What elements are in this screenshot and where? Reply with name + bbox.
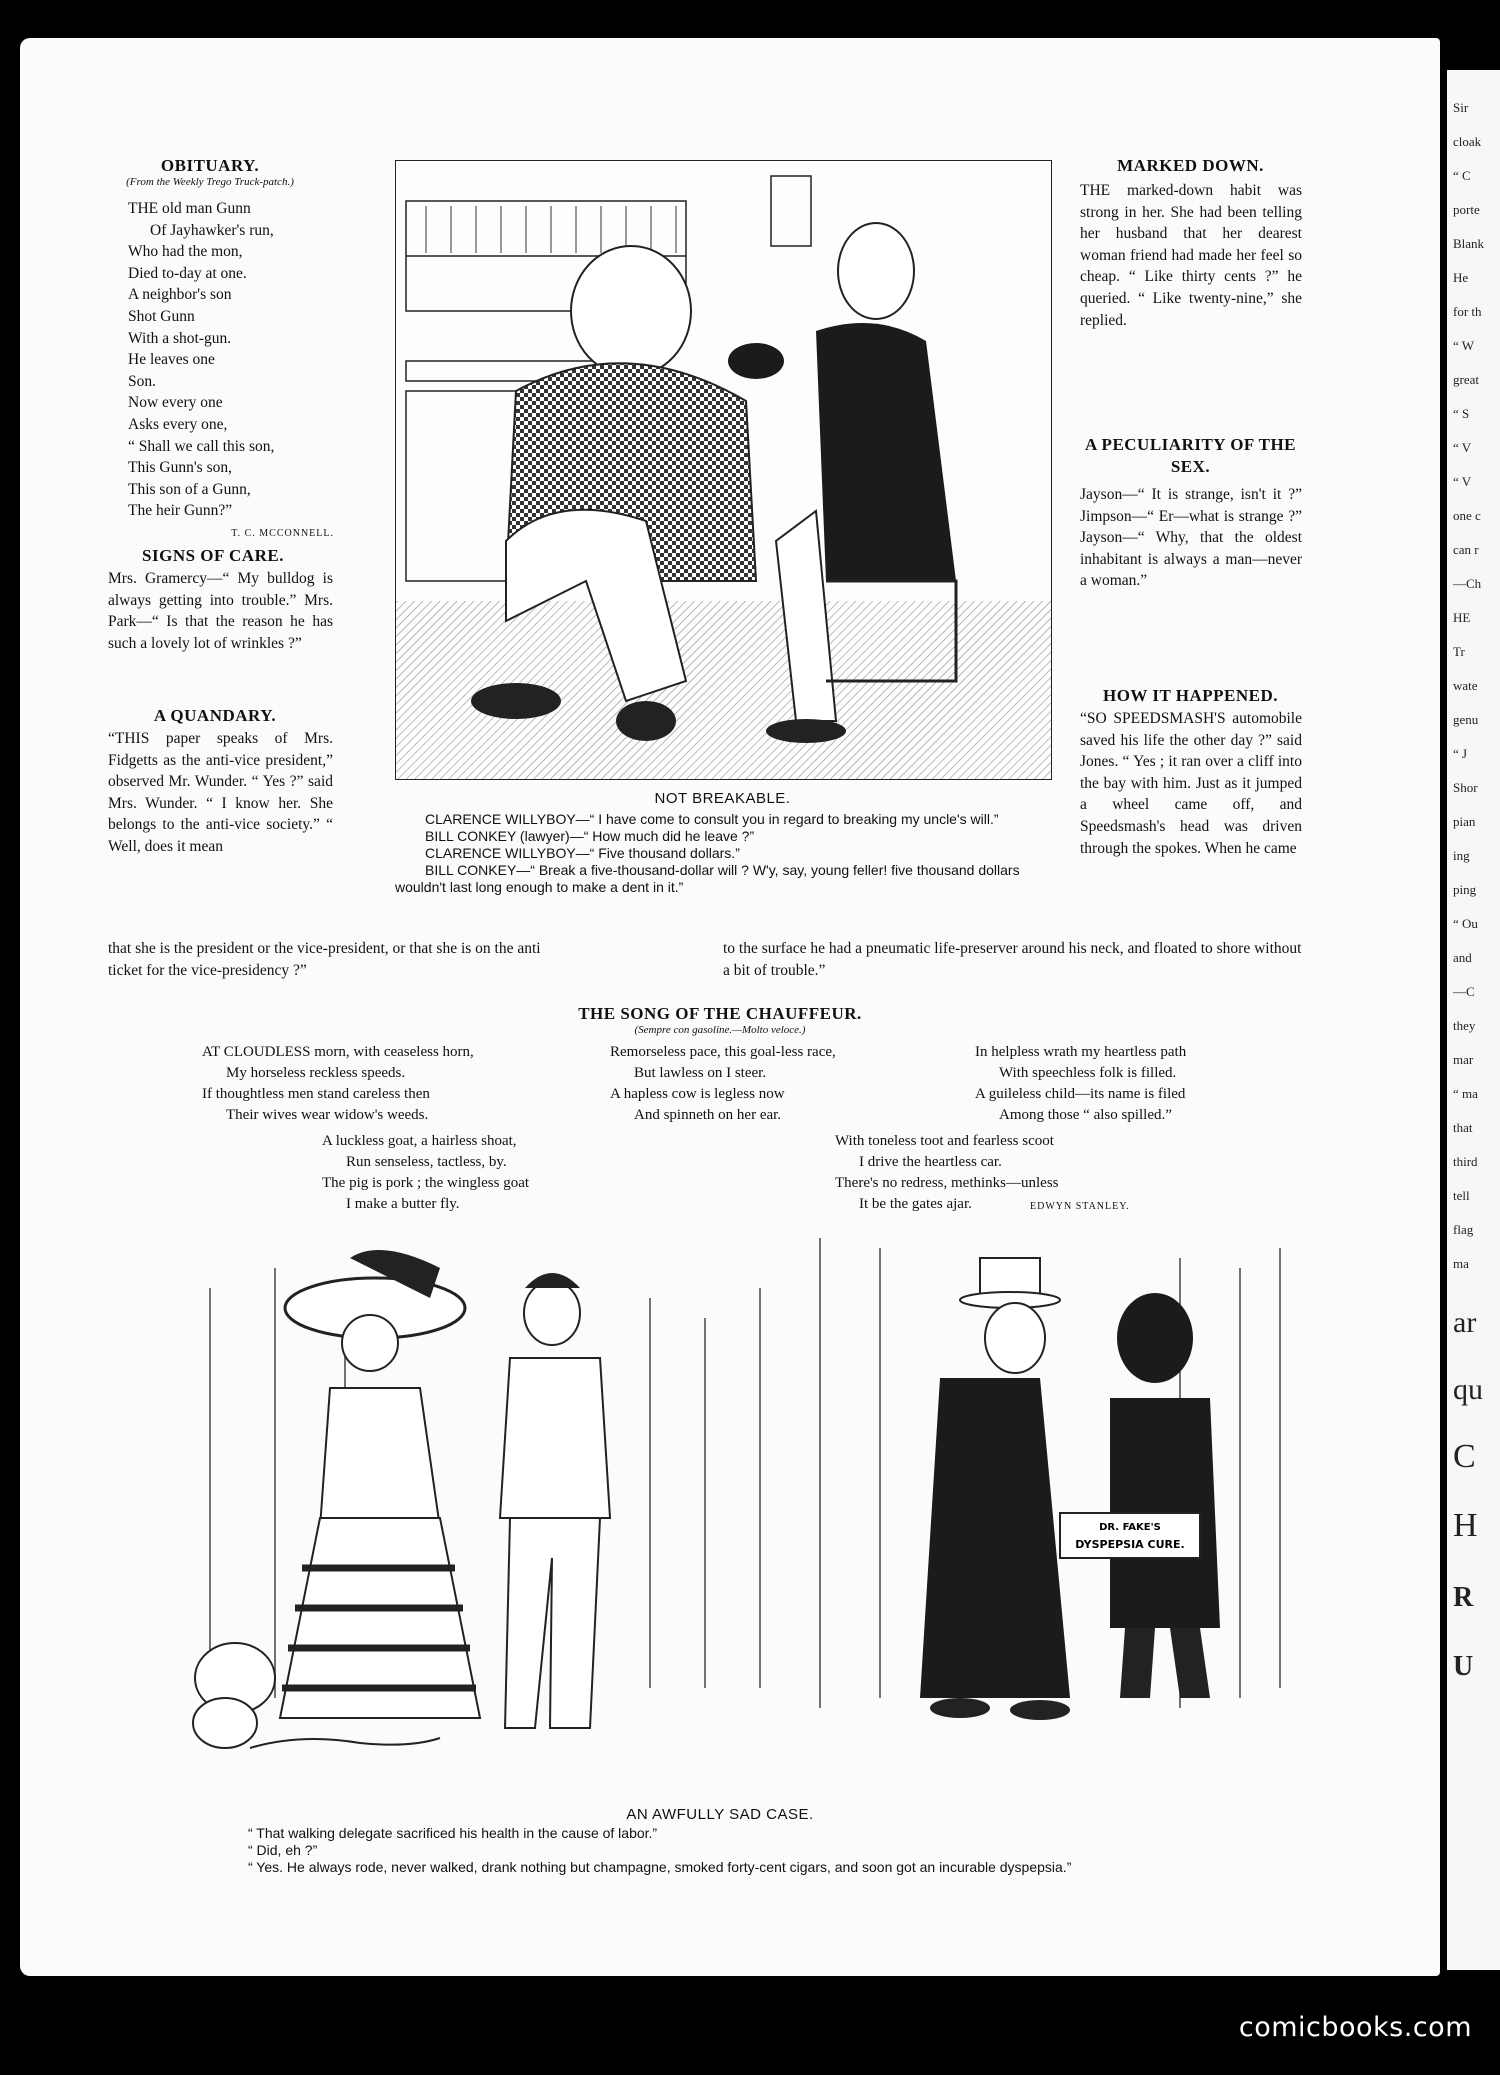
signs-of-care-text: Mrs. Gramercy—“ My bulldog is always getting into trouble.” Mrs. Park—“ Is that the reason he has such a lovely lot of wrinkles ?” <box>108 570 333 652</box>
adjacent-page-fragment: ping <box>1453 882 1477 897</box>
song-title: THE SONG OF THE CHAUFFEUR. <box>578 1004 862 1023</box>
quandary-title: A QUANDARY. <box>153 706 277 725</box>
adjacent-page-fragment: porte <box>1453 202 1480 217</box>
adjacent-page-fragment: for th <box>1453 304 1482 319</box>
adjacent-page-fragment: “ S <box>1453 406 1470 421</box>
verse-line: He leaves one <box>128 351 215 369</box>
magazine-page <box>20 38 1440 1976</box>
verse-line: AT CLOUDLESS morn, with ceaseless horn, <box>202 1044 474 1060</box>
verse-line: Of Jayhawker's run, <box>150 221 274 239</box>
adjacent-page-fragment: ing <box>1453 848 1470 863</box>
sign-line-1: DR. FAKE'S <box>1099 1522 1161 1533</box>
adjacent-page-fragment: HE <box>1453 610 1471 625</box>
adjacent-page-fragment: Tr <box>1453 644 1465 659</box>
marked-down-text: THE marked-down habit was strong in her. She had been telling her husband that her dearest woman friend had made her feel so cheap. “ Like thirty cents ?” he queried. “ Like twenty-nine,” she replied. <box>1080 182 1302 329</box>
adjacent-page-fragment: tell <box>1453 1188 1470 1203</box>
adjacent-page-fragment: “ ma <box>1453 1086 1478 1101</box>
verse-line: Who had the mon, <box>128 243 243 261</box>
peculiarity-title: A PECULIARITY OF THE SEX. <box>1084 435 1297 476</box>
obituary-source: (From the Weekly Trego Truck-patch.) <box>126 176 294 188</box>
verse-line: It be the gates ajar. <box>859 1196 972 1212</box>
adjacent-page-fragment: ar <box>1453 1306 1477 1339</box>
verse-line: Their wives wear widow's weeds. <box>226 1107 429 1123</box>
verse-line: There's no redress, methinks—unless <box>835 1175 1059 1191</box>
adjacent-page-fragment: H <box>1453 1507 1478 1544</box>
obituary-title: OBITUARY. <box>160 156 260 175</box>
adjacent-page-fragment: mar <box>1453 1052 1474 1067</box>
verse-line: This son of a Gunn, <box>128 480 251 498</box>
adjacent-page-fragment: “ Ou <box>1453 916 1478 931</box>
adjacent-page-fragment: qu <box>1453 1373 1483 1406</box>
adjacent-page-fragment: flag <box>1453 1222 1474 1237</box>
quandary-text-continued: that she is the president or the vice-president, or that she is on the anti ticket for the vice-presidency ?” <box>108 940 541 979</box>
quandary-text: “THIS paper speaks of Mrs. Fidgetts as the anti-vice president,” observed Mr. Wunder. “ Yes ?” said Mrs. Wunder. “ I know her. She belongs to the anti-vice society.” “ Well, does it mean <box>108 730 333 855</box>
verse-line: My horseless reckless speeds. <box>226 1065 406 1081</box>
verse-line: “ Shall we call this son, <box>128 437 275 455</box>
adjacent-page-fragment: “ J <box>1453 746 1468 761</box>
caption-line: BILL CONKEY (lawyer)—“ How much did he leave ?” <box>425 828 755 844</box>
sign-line-2: DYSPEPSIA CURE. <box>1075 1538 1185 1551</box>
verse-line: With toneless toot and fearless scoot <box>835 1133 1054 1149</box>
song-stanza-4 <box>322 1131 642 1215</box>
verse-line: Son. <box>128 372 156 390</box>
adjacent-page-fragment: He <box>1453 270 1469 285</box>
song-stanza-3 <box>975 1042 1275 1126</box>
adjacent-page-fragment: U <box>1453 1651 1474 1682</box>
verse-line: But lawless on I steer. <box>634 1065 767 1081</box>
verse-line: This Gunn's son, <box>128 459 232 477</box>
adjacent-page-fragment: can r <box>1453 542 1479 557</box>
verse-line: And spinneth on her ear. <box>634 1107 782 1123</box>
verse-line: Run senseless, tactless, by. <box>346 1154 507 1170</box>
sad-case-illustration <box>180 1228 1290 1788</box>
caption-line: “ That walking delegate sacrificed his health in the cause of labor.” <box>248 1825 658 1841</box>
not-breakable-illustration <box>395 160 1052 780</box>
adjacent-page-fragment: genu <box>1453 712 1479 727</box>
adjacent-page-fragment: “ C <box>1453 168 1471 183</box>
how-it-happened-text-continued: to the surface he had a pneumatic life-preserver around his neck, and floated to shore without a bit of trouble.” <box>723 940 1302 979</box>
adjacent-page-fragment: cloak <box>1453 134 1482 149</box>
verse-line: In helpless wrath my heartless path <box>975 1044 1187 1060</box>
adjacent-page-fragment: “ V <box>1453 474 1472 489</box>
adjacent-page-fragment: C <box>1453 1438 1476 1475</box>
adjacent-page-fragment: third <box>1453 1154 1478 1169</box>
verse-line: Shot Gunn <box>128 307 195 325</box>
adjacent-page-fragment: Blank <box>1453 236 1485 251</box>
adjacent-page-fragment: “ V <box>1453 440 1472 455</box>
song-subtitle: (Sempre con gasoline.—Molto veloce.) <box>634 1024 806 1036</box>
watermark: comicbooks.com <box>1238 2012 1472 2043</box>
verse-line: THE old man Gunn <box>128 200 251 217</box>
adjacent-page-fragment: they <box>1453 1018 1476 1033</box>
verse-line: If thoughtless men stand careless then <box>202 1086 430 1102</box>
obituary-verse <box>128 198 328 522</box>
peculiarity-text: Jayson—“ It is strange, isn't it ?” Jimpson—“ Er—what is strange ?” Jayson—“ Why, that the oldest inhabitant is always a man—never a woman.” <box>1080 486 1302 590</box>
caption-line: “ Did, eh ?” <box>248 1842 318 1858</box>
adjacent-page-fragment: ma <box>1453 1256 1469 1271</box>
not-breakable-title: NOT BREAKABLE. <box>654 790 791 807</box>
adjacent-page-fragment: Shor <box>1453 780 1478 795</box>
verse-line: The heir Gunn?” <box>128 502 233 520</box>
adjacent-page-fragment: Sir <box>1453 100 1469 115</box>
sad-case-title: AN AWFULLY SAD CASE. <box>626 1806 814 1823</box>
verse-line: A guileless child—its name is filed <box>975 1086 1186 1102</box>
sad-case-caption <box>248 1825 1248 1876</box>
caption-line: “ Yes. He always rode, never walked, drank nothing but champagne, smoked forty-cent cigars, and soon got an incurable dyspepsia.” <box>248 1859 1072 1875</box>
caption-line: BILL CONKEY—“ Break a five-thousand-dollar will ? W'y, say, young feller! five thousand dollars wouldn't last long enough to make a dent in it.” <box>395 862 1020 895</box>
verse-line: Among those “ also spilled.” <box>999 1107 1172 1123</box>
obituary-author: T. C. MCCONNELL. <box>231 528 334 539</box>
song-stanza-2 <box>610 1042 910 1126</box>
adjacent-page-fragment: “ W <box>1453 338 1475 353</box>
not-breakable-caption <box>395 811 1055 896</box>
how-it-happened-title: HOW IT HAPPENED. <box>1102 686 1279 705</box>
verse-line: Died to-day at one. <box>128 264 247 282</box>
verse-line: I drive the heartless car. <box>859 1154 1002 1170</box>
verse-line: With speechless folk is filled. <box>999 1065 1177 1081</box>
verse-line: Remorseless pace, this goal-less race, <box>610 1044 836 1060</box>
caption-line: CLARENCE WILLYBOY—“ Five thousand dollars.” <box>425 845 740 861</box>
verse-line: I make a butter fly. <box>346 1196 460 1212</box>
adjacent-page-fragment: one c <box>1453 508 1481 523</box>
adjacent-page-fragment: great <box>1453 372 1479 387</box>
verse-line: Now every one <box>128 394 223 412</box>
adjacent-page-edge <box>1447 70 1500 1970</box>
verse-line: With a shot-gun. <box>128 329 232 347</box>
verse-line: A neighbor's son <box>128 286 232 304</box>
signs-of-care-title: SIGNS OF CARE. <box>142 546 284 565</box>
caption-line: CLARENCE WILLYBOY—“ I have come to consult you in regard to breaking my uncle's will.” <box>425 811 999 827</box>
adjacent-page-fragment: that <box>1453 1120 1473 1135</box>
song-stanza-1 <box>202 1042 522 1126</box>
adjacent-page-fragment: —C <box>1453 984 1475 999</box>
adjacent-page-fragment: wate <box>1453 678 1478 693</box>
adjacent-page-fragment: R <box>1453 1582 1474 1613</box>
marked-down-title: MARKED DOWN. <box>1117 156 1264 175</box>
verse-line: A luckless goat, a hairless shoat, <box>322 1133 517 1149</box>
adjacent-page-fragment: and <box>1453 950 1472 965</box>
adjacent-page-fragment: pian <box>1453 814 1476 829</box>
song-author: EDWYN STANLEY. <box>1030 1201 1130 1212</box>
verse-line: Asks every one, <box>128 415 228 433</box>
verse-line: A hapless cow is legless now <box>610 1086 785 1102</box>
adjacent-page-fragment: —Ch <box>1453 576 1482 591</box>
how-it-happened-text: “SO SPEEDSMASH'S automobile saved his life the other day ?” said Jones. “ Yes ; it ran over a cliff into the bay with him. Just as it jumped a wheel came off, and Speedsmash's head was driven through the spokes. When he came <box>1080 710 1302 857</box>
verse-line: The pig is pork ; the wingless goat <box>322 1175 530 1191</box>
